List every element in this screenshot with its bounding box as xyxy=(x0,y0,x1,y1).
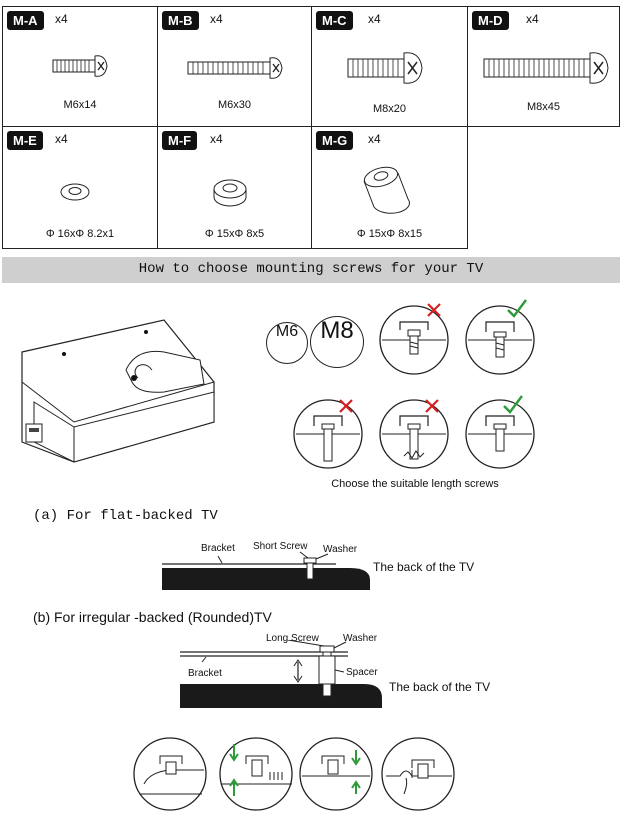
part-size: M8x45 xyxy=(526,101,561,113)
fit-circle-bottom-right xyxy=(466,396,534,468)
screw-icon xyxy=(158,53,313,83)
screw-fit-diagram xyxy=(290,296,540,476)
detail-circle-4 xyxy=(382,738,454,810)
part-size: Φ 16xΦ 8.2x1 xyxy=(45,228,115,240)
part-size: M6x30 xyxy=(217,99,252,111)
part-qty: x4 xyxy=(368,12,381,26)
part-cell-m-f xyxy=(157,126,312,249)
section-heading: How to choose mounting screws for your TV xyxy=(138,261,484,277)
part-qty: x4 xyxy=(210,12,223,26)
badge-m6: M6 xyxy=(266,322,308,364)
part-cell-m-c xyxy=(311,6,468,127)
irregular-backed-title: (b) For irregular -backed (Rounded)TV xyxy=(33,609,272,625)
part-qty: x4 xyxy=(55,12,68,26)
irregular-washer-label: Washer xyxy=(343,633,378,644)
part-cell-m-d xyxy=(467,6,620,127)
part-tag: M-A xyxy=(7,11,44,30)
part-size: M8x20 xyxy=(372,103,407,115)
flat-bracket-label: Bracket xyxy=(201,543,235,554)
part-qty: x4 xyxy=(210,132,223,146)
part-tag: M-F xyxy=(162,131,197,150)
part-size: Φ 15xΦ 8x5 xyxy=(204,228,265,240)
section-heading-bar xyxy=(2,257,620,283)
choose-caption: Choose the suitable length screws xyxy=(331,478,499,490)
detail-circle-3 xyxy=(300,738,372,810)
part-tag: M-C xyxy=(316,11,353,30)
irregular-screw-label: Long Screw xyxy=(266,633,319,644)
tv-back-illustration xyxy=(14,312,224,472)
part-cell-m-e xyxy=(2,126,158,249)
part-cell-m-b xyxy=(157,6,312,127)
spacer-detail-diagram xyxy=(130,734,460,812)
part-size: M6x14 xyxy=(63,99,97,111)
fit-circle-bottom-long xyxy=(380,400,448,468)
part-qty: x4 xyxy=(55,132,68,146)
irregular-back-label: The back of the TV xyxy=(389,680,491,694)
flat-backed-title: (a) For flat-backed TV xyxy=(33,508,218,524)
flat-backed-diagram xyxy=(160,550,380,596)
detail-circle-2 xyxy=(220,738,292,810)
flat-screw-label: Short Screw xyxy=(253,541,308,552)
spacer-icon xyxy=(158,175,313,211)
screw-icon xyxy=(468,49,621,89)
irregular-bracket-label: Bracket xyxy=(188,668,222,679)
detail-circle-1 xyxy=(134,738,206,810)
flat-washer-label: Washer xyxy=(323,544,358,555)
badge-m8: M8 xyxy=(310,316,364,368)
fit-circle-top-wrong xyxy=(380,304,448,374)
irregular-spacer-label: Spacer xyxy=(346,667,378,678)
part-size: Φ 15xΦ 8x15 xyxy=(356,228,423,240)
part-cell-m-g xyxy=(311,126,468,249)
spacer-icon xyxy=(312,155,469,221)
part-tag: M-D xyxy=(472,11,509,30)
part-tag: M-E xyxy=(7,131,43,150)
washer-icon xyxy=(3,177,159,207)
flat-back-label: The back of the TV xyxy=(373,560,475,574)
screw-icon xyxy=(312,49,469,89)
screw-icon xyxy=(3,51,159,81)
part-cell-m-a xyxy=(2,6,158,127)
part-qty: x4 xyxy=(526,12,539,26)
part-tag: M-B xyxy=(162,11,199,30)
part-qty: x4 xyxy=(368,132,381,146)
fit-circle-bottom-short xyxy=(294,400,362,468)
fit-circle-top-right xyxy=(466,300,534,374)
part-tag: M-G xyxy=(316,131,353,150)
